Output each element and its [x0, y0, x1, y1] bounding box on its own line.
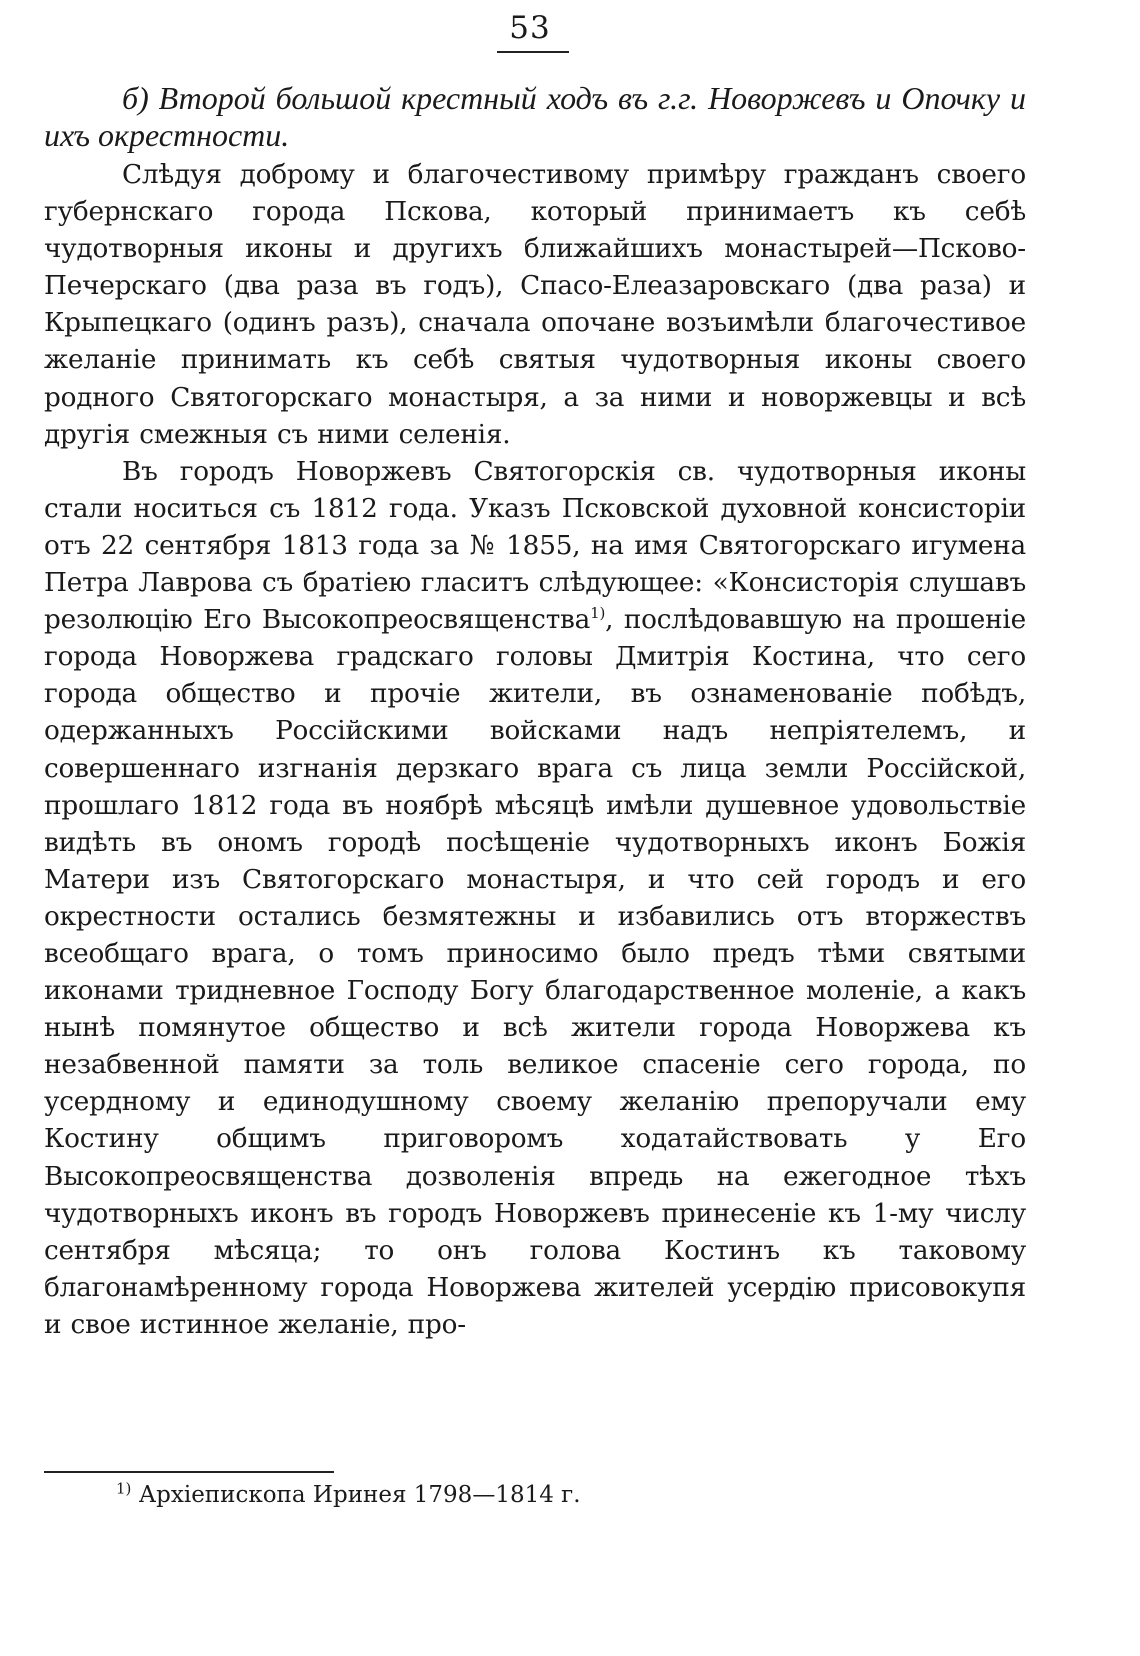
- paragraph-2-part-1: Въ городъ Новоржевъ Святогорскія св. чудотворныя иконы стали носиться съ 1812 года. Указъ Псковской духовной консисторіи отъ 22 сентября 1813 года за № 1855, на имя Святогорскаго игумена Петра Лаврова съ братіею гласитъ слѣдующее: «Консисторія слушавъ резолюцію Его Высокопреосвященства: [44, 456, 1026, 636]
- body-text: [44, 80, 1026, 1344]
- footnote-reference: 1): [590, 604, 606, 623]
- section-heading: б) Второй большой крестный ходъ въ г.г. Новоржевъ и Опочку и ихъ окрестности.: [44, 80, 1026, 153]
- paragraph-1: Слѣдуя доброму и благочестивому примѣру гражданъ своего губернскаго города Пскова, который принимаетъ къ себѣ чудотворныя иконы и другихъ ближайшихъ монастырей—Псково-Печерскаго (два раза въ годъ), Спасо-Елеазаровскаго (два раза) и Крыпецкаго (одинъ разъ), сначала опочане возъимѣли благочестивое желаніе принимать къ себѣ святыя чудотворныя иконы своего родного Святогорскаго монастыря, а за ними и новоржевцы и всѣ другія смежныя съ ними селенія.: [44, 160, 1026, 450]
- footnote: [116, 1480, 1016, 1510]
- page-number-container: [480, 8, 580, 48]
- footnote-text: Архіепископа Иринея 1798—1814 г.: [138, 1482, 581, 1508]
- page-number: 53: [509, 10, 551, 46]
- footnote-mark: 1): [116, 1479, 132, 1498]
- page-number-underline: [497, 51, 569, 53]
- paragraph-2: [44, 454, 1026, 1344]
- paragraph-2-part-2: , послѣдовавшую на прошеніе города Новоржева градскаго головы Дмитрія Костина, что сего города общество и прочіе жители, въ ознаменованіе побѣдъ, одержанныхъ Россійскими войсками надъ непріятелемъ, и совершеннаго изгнанія дерзкаго врага съ лица земли Россійской, прошлаго 1812 года въ ноябрѣ мѣсяцѣ имѣли душевное удовольствіе видѣть въ ономъ городѣ посѣщеніе чудотворныхъ иконъ Божія Матери изъ Святогорскаго монастыря, и что сей городъ и его окрестности остались безмятежны и избавились отъ вторжествъ всеобщаго врага, о томъ приносимо было предъ тѣми святыми иконами тридневное Господу Богу благодарственное моленіе, а какъ нынѣ помянутое общество и всѣ жители города Новоржева къ незабвенной памяти за толь великое спасеніе сего города, по усердному и единодушному своему желанію препоручали ему Костину общимъ приговоромъ ходатайствовать у Его Высокопреосвященства дозволенія впредь на ежегодное тѣхъ чудотворныхъ иконъ въ городъ Новоржевъ принесеніе къ 1-му числу сентября мѣсяца; то онъ голова Костинъ къ таковому благонамѣренному города Новоржева жителей усердію присовокупя и свое истинное желаніе, про-: [44, 605, 1026, 1340]
- footnote-divider: [44, 1471, 334, 1473]
